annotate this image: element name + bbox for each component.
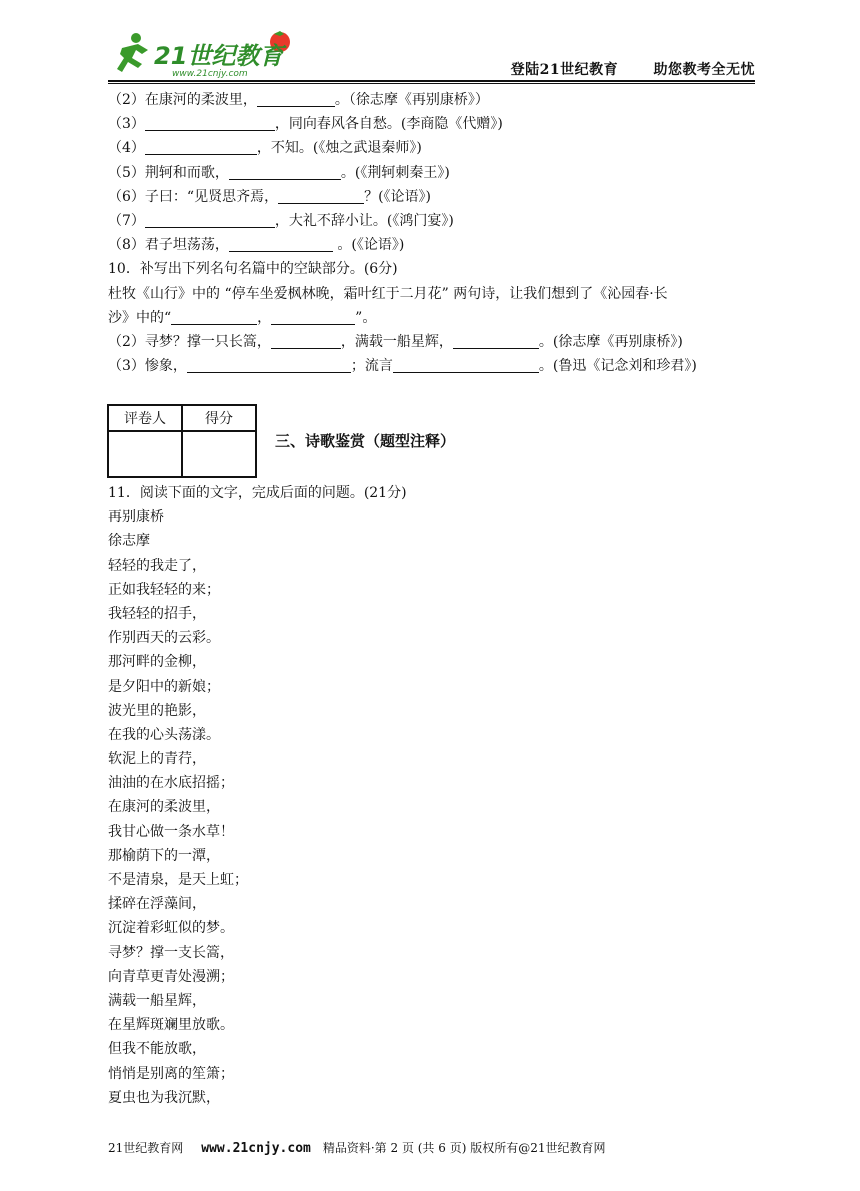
- poem-line: 波光里的艳影，: [108, 702, 206, 719]
- poem-line: 正如我轻轻的来；: [108, 581, 220, 598]
- q10-line3-mid: ，满载一船星辉，: [340, 333, 453, 350]
- item-text-after: 。(《荆轲刺秦王》): [340, 164, 450, 181]
- score-table-header-score: 得分: [182, 405, 256, 431]
- score-table-header-grader: 评卷人: [108, 405, 182, 431]
- answer-blank: [171, 308, 257, 325]
- q10-line4-post: 。(鲁迅《记念刘和珍君》): [538, 358, 697, 375]
- poem-line: 寻梦？撑一支长篙，: [108, 944, 234, 961]
- poem-title: 再别康桥: [108, 509, 164, 526]
- item-text-after: ，不知。(《烛之武退秦师》): [256, 140, 422, 157]
- logo-21cnjy: [108, 28, 308, 80]
- poem-line: 揉碎在浮藻间，: [108, 896, 206, 913]
- answer-blank: [145, 211, 275, 228]
- answer-blank: [271, 332, 341, 349]
- item-text-after: 。(《论语》): [332, 237, 405, 254]
- header-rule: [108, 80, 755, 82]
- fill-in-item: [108, 209, 768, 233]
- q10-line4: [108, 354, 768, 378]
- answer-blank: [257, 90, 335, 107]
- poem-line: 轻轻的我走了，: [108, 557, 206, 574]
- answer-blank: [271, 308, 355, 325]
- q10-line3: [108, 330, 768, 354]
- footer-site-name: 21世纪教育网: [108, 1141, 184, 1155]
- answer-blank: [278, 187, 364, 204]
- fill-in-item: [108, 112, 768, 136]
- item-text-after: ，大礼不辞小让。(《鸿门宴》): [274, 212, 454, 229]
- item-text-before: （5）荆轲和而歌，: [108, 164, 229, 181]
- fill-in-section: [108, 88, 768, 378]
- item-text-before: （7）: [108, 212, 145, 229]
- poem-line: 向青草更青处漫溯；: [108, 968, 234, 985]
- footer-url[interactable]: www.21cnjy.com: [201, 1141, 311, 1156]
- header-slogans: [481, 59, 755, 79]
- item-text-after: ？(《论语》): [364, 188, 432, 205]
- poem-line: 满载一船星辉，: [108, 992, 206, 1009]
- poem-line: 但我不能放歌，: [108, 1041, 206, 1058]
- q10-heading: 10．补写出下列名句名篇中的空缺部分。(6分): [108, 261, 398, 278]
- logo-url: www.21cnjy.com: [172, 69, 248, 79]
- q10-line3-post: 。(徐志摩《再别康桥》): [538, 333, 683, 350]
- score-table-score-cell: [182, 431, 256, 477]
- item-text-before: （8）君子坦荡荡，: [108, 237, 229, 254]
- q10-line4-pre: （3）惨象，: [108, 358, 187, 375]
- poem-line: 悄悄是别离的笙箫；: [108, 1065, 234, 1082]
- fill-in-item: [108, 161, 768, 185]
- q10-line2-pre: 沙》中的“: [108, 309, 172, 326]
- poem-line: 不是清泉，是天上虹；: [108, 872, 248, 888]
- q10-line4-mid: ；流言: [350, 358, 393, 375]
- answer-blank: [229, 163, 341, 180]
- section-title: 三、诗歌鉴赏（题型注释）: [275, 432, 456, 450]
- q11-section: [108, 481, 768, 1110]
- answer-blank: [145, 138, 257, 155]
- poem-line: 我甘心做一条水草！: [108, 823, 234, 840]
- page-footer: [108, 1139, 605, 1156]
- item-text-before: （6）子曰：“见贤思齐焉，: [108, 188, 279, 205]
- poem-line: 那榆荫下的一潭，: [108, 847, 220, 864]
- poem-author: 徐志摩: [108, 533, 150, 550]
- fill-in-item: [108, 136, 768, 160]
- item-text-after: 。（徐志摩《再别康桥》）: [334, 92, 489, 108]
- q10-line3-pre: （2）寻梦？撑一只长篙，: [108, 333, 271, 350]
- q10-line2: [108, 306, 768, 330]
- poem-line: 在我的心头荡漾。: [108, 726, 220, 743]
- header-rule-thin: [108, 83, 755, 84]
- poem-line: 作别西天的云彩。: [108, 630, 220, 647]
- item-text-after: ，同向春风各自愁。(李商隐《代赠》): [274, 116, 503, 133]
- poem-line: 是夕阳中的新娘；: [108, 678, 220, 695]
- item-text-before: （3）: [108, 116, 145, 133]
- q10-line1: 杜牧《山行》中的 “停车坐爱枫林晚，霜叶红于二月花” 两句诗，让我们想到了《沁园春·长: [108, 285, 668, 302]
- answer-blank: [453, 332, 539, 349]
- answer-blank: [145, 114, 275, 131]
- fill-in-item: [108, 233, 768, 257]
- answer-blank: [229, 235, 333, 252]
- slogan-help: 助您教考全无忧: [653, 62, 755, 78]
- poem-line: 在康河的柔波里，: [108, 799, 220, 816]
- fill-in-item: [108, 88, 768, 112]
- q11-heading: 11．阅读下面的文字，完成后面的问题。(21分): [108, 485, 407, 501]
- page-header: [108, 28, 755, 80]
- item-text-before: （2）在康河的柔波里，: [108, 92, 257, 108]
- poem-line: 夏虫也为我沉默，: [108, 1089, 220, 1106]
- score-table-grader-cell: [108, 431, 182, 477]
- poem-line: 在星辉斑斓里放歌。: [108, 1017, 234, 1034]
- q10-line2-mid: ，: [257, 309, 272, 326]
- poem-line: 我轻轻的招手，: [108, 605, 206, 622]
- item-text-before: （4）: [108, 140, 145, 157]
- slogan-login: 登陆21世纪教育: [510, 62, 619, 78]
- q10-line2-post: ”。: [355, 309, 377, 326]
- answer-blank: [393, 356, 539, 373]
- fill-in-item: [108, 185, 768, 209]
- poem-line: 那河畔的金柳，: [108, 654, 206, 671]
- score-table: [107, 404, 257, 478]
- answer-blank: [187, 356, 351, 373]
- logo-text: 21世纪教育: [154, 42, 284, 70]
- poem-line: 软泥上的青荇，: [108, 751, 206, 768]
- poem-line: 油油的在水底招摇；: [108, 775, 234, 792]
- poem-line: 沉淀着彩虹似的梦。: [108, 920, 234, 937]
- footer-page-info: 精品资料·第 2 页 (共 6 页) 版权所有@21世纪教育网: [322, 1141, 606, 1155]
